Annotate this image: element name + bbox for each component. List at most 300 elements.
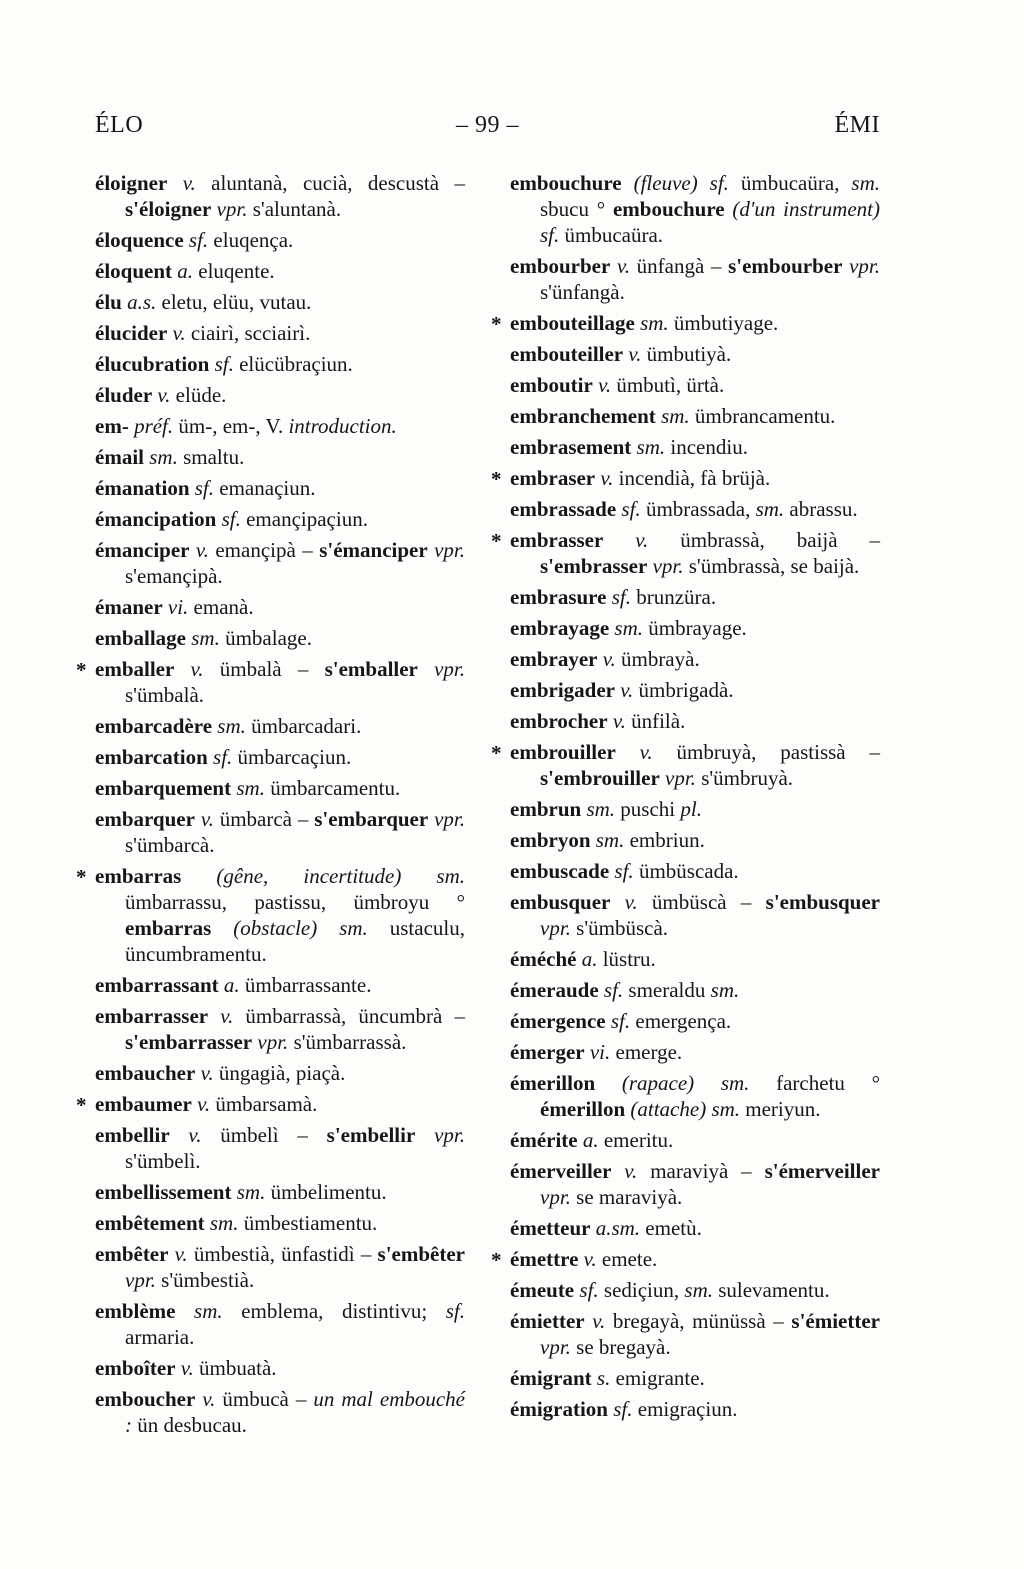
translation: lüstru. <box>597 947 656 971</box>
dictionary-entry <box>510 977 880 1003</box>
headword: embryon <box>510 828 591 852</box>
grammar-label: sf. <box>605 1009 631 1033</box>
grammar-label: sm. <box>204 1211 239 1235</box>
translation: ustaculu, üncumbramentu. <box>125 916 465 966</box>
translation: sbucu ° <box>540 197 613 221</box>
translation: se bregayà. <box>570 1335 671 1359</box>
headword: embrigader <box>510 678 615 702</box>
dictionary-entry <box>95 1241 465 1293</box>
grammar-label: (gêne, incertitude) sm. <box>181 864 465 888</box>
grammar-label: sm. <box>581 797 616 821</box>
grammar-label: sf. <box>609 859 634 883</box>
translation: ün desbucau. <box>132 1413 247 1437</box>
translation: sediçiun, <box>598 1278 685 1302</box>
dictionary-entry <box>76 656 466 708</box>
grammar-label: v. <box>603 528 649 552</box>
headword: s'embrasser <box>540 554 648 578</box>
translation: emete. <box>596 1247 658 1271</box>
headword: émanciper <box>95 538 190 562</box>
translation: sulevamentu. <box>712 1278 830 1302</box>
dictionary-entry <box>95 1386 465 1438</box>
headword: s'embarquer <box>314 807 429 831</box>
translation: emançipaçiun. <box>240 507 368 531</box>
translation: emblema, distintivu; <box>222 1299 446 1323</box>
headword: embrocher <box>510 709 608 733</box>
headword: embêter <box>95 1242 169 1266</box>
grammar-label: sm. <box>755 497 785 521</box>
translation: ümbucaüra. <box>559 223 664 247</box>
translation: üngagià, piaçà. <box>213 1061 346 1085</box>
translation: emigraçiun. <box>632 1397 738 1421</box>
translation: ümbarcamentu. <box>264 776 401 800</box>
dictionary-entry <box>95 227 465 253</box>
translation: ümbelì – <box>201 1123 327 1147</box>
translation: emergença. <box>630 1009 732 1033</box>
dictionary-entry <box>510 1127 880 1153</box>
translation: s'ümbarrassà. <box>288 1030 407 1054</box>
grammar-label: v. <box>195 1387 216 1411</box>
translation: emerge. <box>610 1040 683 1064</box>
headword: s'embourber <box>728 254 843 278</box>
translation: ümbüscà – <box>637 890 766 914</box>
translation: smeraldu <box>623 978 711 1002</box>
translation: ümbutiyage. <box>668 311 779 335</box>
translation: ümbarcaçiun. <box>232 745 352 769</box>
dictionary-entry <box>76 1091 465 1117</box>
grammar-label: sf. <box>445 1299 465 1323</box>
headword: élucider <box>95 321 168 345</box>
translation: ümbelimentu. <box>265 1180 387 1204</box>
translation: ümbarcà – <box>213 807 315 831</box>
grammar-label: sf. <box>606 585 631 609</box>
translation: eluqença. <box>208 228 294 252</box>
translation: ümbucaüra, <box>728 171 852 195</box>
translation: ümbutiyà. <box>641 342 732 366</box>
grammar-label: (attache) sm. <box>625 1097 741 1121</box>
headword: emblème <box>95 1299 176 1323</box>
dictionary-entry <box>510 946 880 972</box>
grammar-label: (rapace) sm. <box>595 1071 750 1095</box>
headword: éloquent <box>95 259 173 283</box>
translation: ümbruyà, pastissà – <box>652 740 880 764</box>
right-column <box>491 170 881 1443</box>
translation: farchetu ° <box>749 1071 880 1095</box>
grammar-label: v. <box>614 678 634 702</box>
grammar-label: v. <box>168 1242 188 1266</box>
headword: emballer <box>95 657 175 681</box>
asterisk-marker: * <box>76 1093 87 1117</box>
grammar-label: v. <box>152 383 171 407</box>
translation: ümbrassà, baijà – <box>648 528 881 552</box>
dictionary-entry <box>95 1179 465 1205</box>
headword: s'émietter <box>791 1309 880 1333</box>
grammar-label: sm. <box>590 828 625 852</box>
headword: embarcation <box>95 745 208 769</box>
dictionary-entry <box>510 372 880 398</box>
headword: embraser <box>510 466 596 490</box>
headword: éluder <box>95 383 153 407</box>
headword: em- <box>95 414 129 438</box>
dictionary-entry <box>510 403 880 429</box>
grammar-label: sm. <box>655 404 690 428</box>
grammar-label: sm. <box>231 776 265 800</box>
grammar-label: vpr. <box>415 1123 465 1147</box>
translation: meriyun. <box>740 1097 821 1121</box>
headword: émigration <box>510 1397 608 1421</box>
grammar-label: sm. <box>143 445 178 469</box>
translation: ünfilà. <box>625 709 686 733</box>
grammar-label: préf. <box>128 414 174 438</box>
dictionary-entry <box>491 465 880 491</box>
running-head-right: ÉMI <box>834 112 880 138</box>
grammar-label: vpr. <box>659 766 696 790</box>
grammar-label: (d'un instrument) sf. <box>540 197 880 247</box>
headword: embouchure <box>612 197 725 221</box>
grammar-label: v. <box>191 1092 211 1116</box>
headword: s'embêter <box>377 1242 465 1266</box>
left-column <box>76 170 466 1443</box>
grammar-label: a. <box>576 947 598 971</box>
dictionary-entry <box>95 1355 465 1381</box>
dictionary-entry <box>95 713 465 739</box>
grammar-label: sf. <box>574 1278 599 1302</box>
headword: émetteur <box>510 1216 591 1240</box>
headword: s'émerveiller <box>764 1159 880 1183</box>
headword: embourber <box>510 254 611 278</box>
grammar-label: vpr. <box>417 657 466 681</box>
headword: émerillon <box>540 1097 626 1121</box>
grammar-label: v. <box>615 740 653 764</box>
dictionary-entry <box>95 351 465 377</box>
dictionary-entry <box>510 1308 880 1360</box>
grammar-label: sf. <box>616 497 641 521</box>
headword: embarras <box>95 864 182 888</box>
headword: émergence <box>510 1009 606 1033</box>
headword: embarrasser <box>95 1004 209 1028</box>
translation: ciairì, scciairì. <box>185 321 311 345</box>
headword: éloigner <box>95 171 168 195</box>
grammar-label: v. <box>167 321 186 345</box>
grammar-label: v. <box>208 1004 234 1028</box>
headword: embarquer <box>95 807 195 831</box>
headword: émeute <box>510 1278 575 1302</box>
grammar-label: sm. <box>851 171 881 195</box>
dictionary-entry <box>95 537 465 589</box>
headword: s'éloigner <box>125 197 212 221</box>
headword: embrasement <box>510 435 632 459</box>
grammar-label: v. <box>175 1356 194 1380</box>
dictionary-entry <box>510 1008 880 1034</box>
translation: eletu, elüu, vutau. <box>156 290 312 314</box>
grammar-label: vpr. <box>540 1185 571 1209</box>
asterisk-marker: * <box>491 312 502 336</box>
dictionary-entry <box>510 253 880 305</box>
grammar-label: sf. <box>216 507 241 531</box>
translation: ümbarcadari. <box>245 714 362 738</box>
translation: ünfangà – <box>630 254 729 278</box>
grammar-label: v. <box>169 1123 202 1147</box>
headword: émerger <box>510 1040 585 1064</box>
grammar-label: sf. <box>189 476 215 500</box>
headword: embarras <box>125 916 212 940</box>
translation: ümbalage. <box>219 626 312 650</box>
translation: ümbarsamà. <box>210 1092 318 1116</box>
headword: s'émanciper <box>319 538 428 562</box>
grammar-label: v. <box>167 171 196 195</box>
headword: émérite <box>510 1128 578 1152</box>
headword: embaucher <box>95 1061 196 1085</box>
grammar-label: sm. <box>684 1278 713 1302</box>
grammar-label: v. <box>592 373 612 397</box>
headword: embouteillage <box>510 311 635 335</box>
grammar-label: introduction. <box>288 414 397 438</box>
dictionary-entry <box>510 1215 880 1241</box>
dictionary-entry <box>95 625 465 651</box>
grammar-label: v. <box>623 342 642 366</box>
translation: s'ümbarcà. <box>125 833 215 857</box>
translation: ümbarrassu, pastissu, ümbroyu ° <box>125 890 465 914</box>
asterisk-marker: * <box>491 529 502 553</box>
dictionary-entry <box>95 320 465 346</box>
headword: embrayage <box>510 616 610 640</box>
dictionary-entry <box>510 341 880 367</box>
dictionary-entry <box>95 1210 465 1236</box>
grammar-label: vpr. <box>125 1268 156 1292</box>
dictionary-entry <box>491 739 880 791</box>
headword: s'emballer <box>324 657 418 681</box>
grammar-label: sf. <box>207 745 233 769</box>
translation: armaria. <box>125 1325 195 1349</box>
grammar-label: sm. <box>634 311 669 335</box>
headword: s'embrouiller <box>540 766 660 790</box>
headword: embrun <box>510 797 582 821</box>
translation: s'ümbelì. <box>125 1149 201 1173</box>
dictionary-entry <box>510 1396 880 1422</box>
grammar-label: vi. <box>584 1040 611 1064</box>
grammar-label: a.sm. <box>590 1216 641 1240</box>
grammar-label: v. <box>578 1247 597 1271</box>
dictionary-entry <box>95 170 465 222</box>
dictionary-entry <box>95 413 465 439</box>
grammar-label: sm. <box>631 435 666 459</box>
grammar-label: v. <box>174 657 204 681</box>
headword: élu <box>95 290 122 314</box>
grammar-label: sf. <box>607 1397 633 1421</box>
dictionary-entry <box>95 444 465 470</box>
translation: ümbrancamentu. <box>689 404 836 428</box>
grammar-label: (fleuve) sf. <box>621 171 729 195</box>
translation: ümbestià, ünfastidì – <box>187 1242 378 1266</box>
dictionary-entry <box>491 527 881 579</box>
grammar-label: vpr. <box>647 554 684 578</box>
headword: embarcadère <box>95 714 213 738</box>
headword: s'embusquer <box>765 890 880 914</box>
headword: émietter <box>510 1309 585 1333</box>
dictionary-entry <box>95 594 465 620</box>
dictionary-entry <box>510 646 880 672</box>
headword: embusquer <box>510 890 611 914</box>
dictionary-entry <box>510 858 880 884</box>
grammar-label: (obstacle) sm. <box>211 916 368 940</box>
grammar-label: a. <box>218 973 240 997</box>
grammar-label: a. <box>577 1128 599 1152</box>
translation: brunzüra. <box>630 585 717 609</box>
grammar-label: sf. <box>598 978 624 1002</box>
dictionary-entry <box>95 1060 465 1086</box>
headword: embrasser <box>510 528 604 552</box>
translation: s'ümbestià. <box>155 1268 255 1292</box>
translation: s'aluntanà. <box>247 197 342 221</box>
page-number: – 99 – <box>456 112 519 138</box>
grammar-label: v. <box>611 1159 638 1183</box>
translation: puschi <box>615 797 681 821</box>
translation: elüde. <box>170 383 227 407</box>
grammar-label: v. <box>189 538 209 562</box>
dictionary-entry <box>95 1003 465 1055</box>
headword: s'embarrasser <box>125 1030 253 1054</box>
dictionary-entry <box>510 496 880 522</box>
headword: embaumer <box>95 1092 192 1116</box>
dictionary-entry <box>510 708 880 734</box>
dictionary-entry <box>510 1039 880 1065</box>
dictionary-entry <box>491 1246 880 1272</box>
dictionary-entry <box>491 310 880 336</box>
grammar-label: pl. <box>680 797 702 821</box>
headword: émaner <box>95 595 163 619</box>
headword: emboutir <box>510 373 593 397</box>
dictionary-entry <box>510 677 880 703</box>
translation: elücübraçiun. <box>233 352 353 376</box>
dictionary-entry <box>510 889 880 941</box>
grammar-label: vpr. <box>842 254 881 278</box>
translation: se maraviyà. <box>570 1185 683 1209</box>
asterisk-marker: * <box>491 1248 502 1272</box>
asterisk-marker: * <box>491 741 502 765</box>
translation: emigrante. <box>610 1366 705 1390</box>
translation: abrassu. <box>784 497 858 521</box>
headword: embouchure <box>510 171 622 195</box>
headword: embrassade <box>510 497 617 521</box>
grammar-label: vpr. <box>428 807 465 831</box>
dictionary-entry <box>510 615 880 641</box>
translation: ümbrayage. <box>642 616 747 640</box>
grammar-label: sm. <box>185 626 220 650</box>
headword: éméché <box>510 947 577 971</box>
grammar-label: v. <box>610 254 630 278</box>
dictionary-entry <box>510 1365 880 1391</box>
grammar-label: sm. <box>175 1299 223 1323</box>
headword: embêtement <box>95 1211 205 1235</box>
translation: emanaçiun. <box>214 476 316 500</box>
translation: maraviyà – <box>637 1159 765 1183</box>
translation: ümbüscada. <box>633 859 739 883</box>
grammar-label: sm. <box>710 978 740 1002</box>
headword: élucubration <box>95 352 210 376</box>
headword: embouteiller <box>510 342 624 366</box>
translation: s'ümbüscà. <box>570 916 669 940</box>
headword: émettre <box>510 1247 579 1271</box>
dictionary-entry <box>510 1277 880 1303</box>
headword: s'embellir <box>326 1123 416 1147</box>
dictionary-entry <box>76 863 465 967</box>
translation: emeritu. <box>598 1128 674 1152</box>
translation: ümbestiamentu. <box>238 1211 378 1235</box>
headword: embellir <box>95 1123 170 1147</box>
grammar-label: vpr. <box>211 197 248 221</box>
headword: embarquement <box>95 776 232 800</box>
translation: ümbarrassante. <box>239 973 372 997</box>
asterisk-marker: * <box>491 467 502 491</box>
headword: embrayer <box>510 647 598 671</box>
grammar-label: sm. <box>212 714 246 738</box>
translation: bregayà, münüssà – <box>605 1309 792 1333</box>
grammar-label: vpr. <box>427 538 466 562</box>
grammar-label: s. <box>591 1366 611 1390</box>
dictionary-entry <box>510 796 880 822</box>
asterisk-marker: * <box>76 658 87 682</box>
grammar-label: v. <box>195 1061 214 1085</box>
grammar-label: vpr. <box>540 1335 571 1359</box>
headword: embranchement <box>510 404 656 428</box>
headword: embarrassant <box>95 973 219 997</box>
grammar-label: sf. <box>209 352 234 376</box>
headword: embrasure <box>510 585 607 609</box>
grammar-label: un mal embouché : <box>125 1387 465 1437</box>
running-head-left: ÉLO <box>95 112 144 138</box>
grammar-label: sf. <box>183 228 209 252</box>
page-header <box>95 112 880 146</box>
dictionary-entry <box>95 382 465 408</box>
headword: emboucher <box>95 1387 196 1411</box>
dictionary-entry <box>95 1298 465 1350</box>
translation: emetù. <box>640 1216 702 1240</box>
headword: émancipation <box>95 507 217 531</box>
translation: s'ümbalà. <box>125 683 205 707</box>
translation: ümbuatà. <box>193 1356 277 1380</box>
translation: emanà. <box>188 595 254 619</box>
dictionary-entry <box>95 806 465 858</box>
grammar-label: v. <box>194 807 214 831</box>
translation: s'ünfangà. <box>540 280 625 304</box>
translation: ümbalà – <box>203 657 325 681</box>
translation: aluntanà, cucià, descustà – <box>195 171 465 195</box>
headword: émail <box>95 445 144 469</box>
grammar-label: vpr. <box>252 1030 289 1054</box>
grammar-label: vi. <box>162 595 189 619</box>
translation: ümbarrassà, üncumbrà – <box>233 1004 465 1028</box>
translation: ümbutì, ürtà. <box>611 373 725 397</box>
grammar-label: a. <box>172 259 194 283</box>
grammar-label: v. <box>597 647 616 671</box>
dictionary-entry <box>510 434 880 460</box>
dictionary-entry <box>510 827 880 853</box>
translation: eluqente. <box>193 259 275 283</box>
translation: incendià, fà brüjà. <box>613 466 771 490</box>
headword: émerveiller <box>510 1159 612 1183</box>
dictionary-entry <box>95 506 465 532</box>
headword: émeraude <box>510 978 599 1002</box>
dictionary-entry <box>95 1122 465 1174</box>
translation: ümbrassada, <box>640 497 756 521</box>
headword: émigrant <box>510 1366 592 1390</box>
headword: embrouiller <box>510 740 616 764</box>
headword: émerillon <box>510 1071 596 1095</box>
grammar-label: sm. <box>609 616 643 640</box>
dictionary-entry <box>95 744 465 770</box>
grammar-label: v. <box>595 466 614 490</box>
headword: embuscade <box>510 859 610 883</box>
translation: incendiu. <box>665 435 748 459</box>
